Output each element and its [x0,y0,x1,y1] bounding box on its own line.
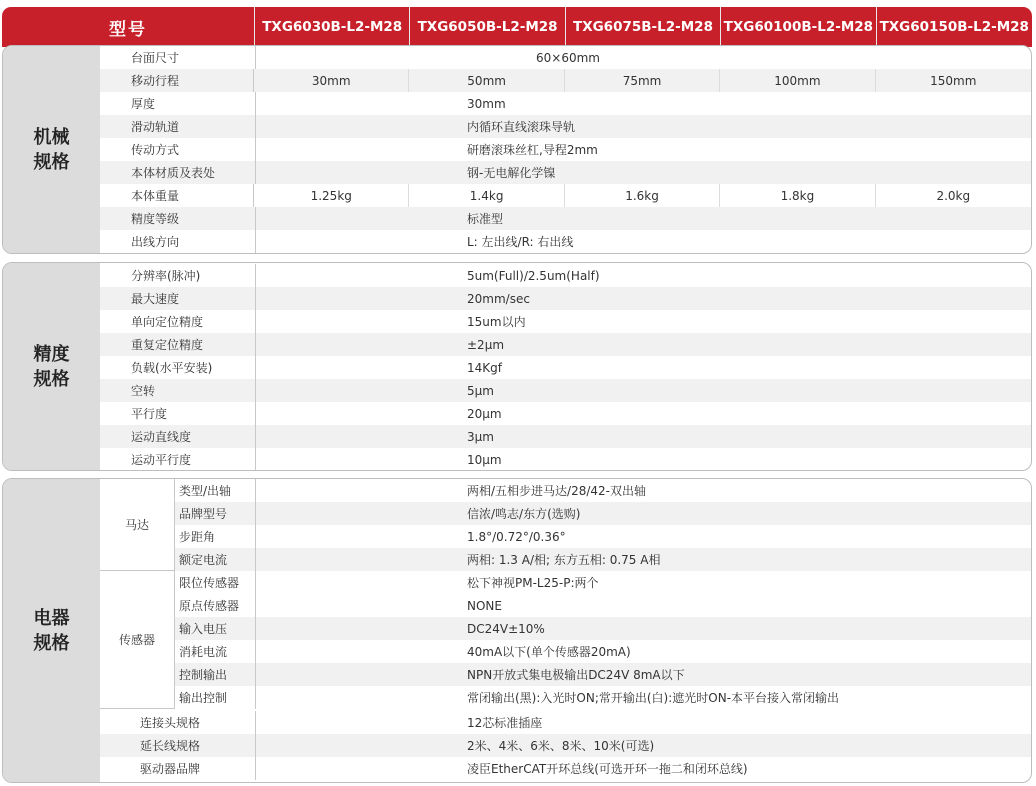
table-row: 品牌型号 信浓/鸣志/东方(选购) [175,502,1031,525]
electrical-section-label: 电器 规格 [3,479,100,782]
table-row: 消耗电流 40mA以下(单个传感器20mA) [175,640,1031,663]
sensor-group-label: 传感器 [100,571,175,709]
table-row: 类型/出轴 两相/五相步进马达/28/42-双出轴 [175,479,1031,502]
table-row: 出线方向 L: 左出线/R: 右出线 [100,230,1031,253]
model-column-3: TXG6075B-L2-M28 [566,7,721,47]
model-column-4: TXG60100B-L2-M28 [721,7,876,47]
table-row: 空转 5μm [100,379,1031,402]
table-row: 滑动轨道 内循环直线滚珠导轨 [100,115,1031,138]
table-row: 精度等级 标准型 [100,207,1031,230]
table-row: 限位传感器 松下神视PM-L25-P:两个 [175,571,1031,594]
table-row: 延长线规格 2米、4米、6米、8米、10米(可选) [100,734,1031,757]
table-row: 厚度 30mm [100,92,1031,115]
motor-group-label: 马达 [100,479,175,571]
model-column-2: TXG6050B-L2-M28 [410,7,565,47]
table-row: 额定电流 两相: 1.3 A/相; 东方五相: 0.75 A相 [175,548,1031,571]
table-row: 台面尺寸 60×60mm [100,46,1031,69]
table-row: 运动直线度 3μm [100,425,1031,448]
model-header-label: 型号 [2,7,255,47]
mechanical-spec-section [2,45,1032,254]
table-header [2,7,1032,47]
precision-spec-section [2,262,1032,471]
table-row: 本体材质及表处 钢-无电解化学镍 [100,161,1031,184]
table-row: 传动方式 研磨滚珠丝杠,导程2mm [100,138,1031,161]
table-row: 运动平行度 10μm [100,448,1031,471]
precision-section-label: 精度 规格 [3,263,100,470]
mechanical-section-label: 机械 规格 [3,46,100,253]
table-row: 平行度 20μm [100,402,1031,425]
table-row: 本体重量 1.25kg 1.4kg 1.6kg 1.8kg 2.0kg [100,184,1031,207]
model-column-5: TXG60150B-L2-M28 [877,7,1032,47]
table-row: 输入电压 DC24V±10% [175,617,1031,640]
table-row: 分辨率(脉冲) 5um(Full)/2.5um(Half) [100,264,1031,287]
table-row: 最大速度 20mm/sec [100,287,1031,310]
table-row: 重复定位精度 ±2μm [100,333,1031,356]
table-row: 移动行程 30mm 50mm 75mm 100mm 150mm [100,69,1031,92]
table-row: 负载(水平安装) 14Kgf [100,356,1031,379]
table-row: 连接头规格 12芯标准插座 [100,711,1031,734]
table-row: 输出控制 常闭输出(黑):入光时ON;常开输出(白):遮光时ON-本平台接入常闭输出 [175,686,1031,709]
table-row: 控制输出 NPN开放式集电极输出DC24V 8mA以下 [175,663,1031,686]
table-row: 驱动器品牌 凌臣EtherCAT开环总线(可选开环一拖二和闭环总线) [100,757,1031,780]
model-column-1: TXG6030B-L2-M28 [255,7,410,47]
table-row: 步距角 1.8°/0.72°/0.36° [175,525,1031,548]
table-row: 原点传感器 NONE [175,594,1031,617]
table-row: 单向定位精度 15um以内 [100,310,1031,333]
electrical-spec-section [2,478,1032,783]
